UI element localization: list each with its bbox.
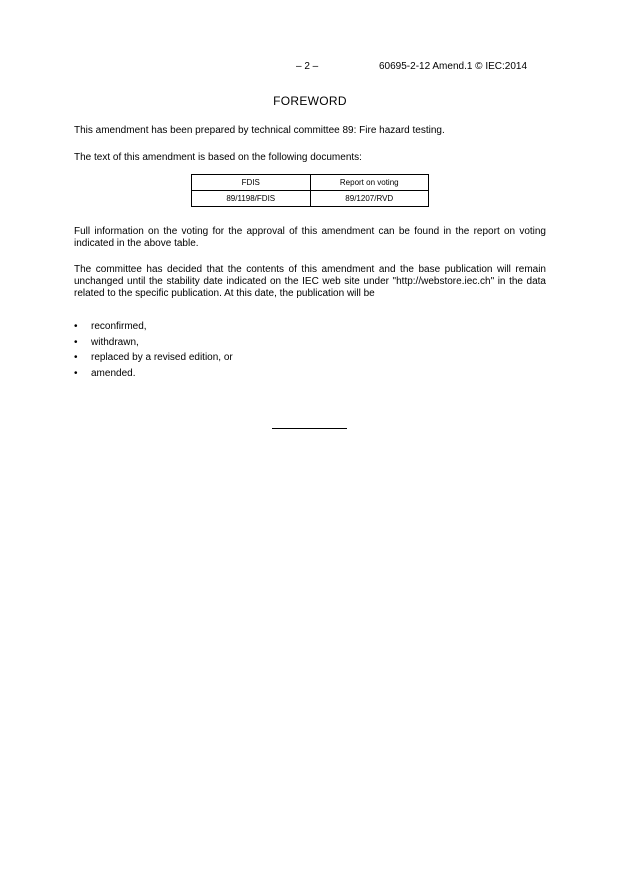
bullet-icon: • [74, 321, 78, 332]
list-item [74, 368, 233, 384]
paragraph-committee-decision: The committee has decided that the contents of this amendment and the base publication will remain unchanged until the stability date indicated on the IEC web site under "http://webstore.iec.ch" in the data related to the specific publication. At this date, the publication will be [74, 264, 546, 299]
table-header-cell: FDIS [192, 175, 311, 191]
document-reference: 60695-2-12 Amend.1 © IEC:2014 [379, 61, 528, 72]
table-cell: 89/1198/FDIS [192, 191, 311, 207]
table-row [192, 191, 429, 207]
bullet-icon: • [74, 367, 78, 379]
bullet-icon: • [74, 352, 78, 363]
list-item [74, 321, 233, 337]
list-item-text: amended. [91, 367, 136, 379]
list-item [74, 337, 233, 353]
documents-table [191, 174, 429, 207]
bullet-icon: • [74, 336, 78, 348]
table-cell: 89/1207/RVD [310, 191, 429, 207]
list-item-text: reconfirmed, [91, 321, 147, 332]
page-number: – 2 – [296, 61, 319, 72]
table-header-cell: Report on voting [310, 175, 429, 191]
table-header-row [192, 175, 429, 191]
list-item [74, 352, 233, 368]
list-item-text: withdrawn, [91, 336, 139, 348]
list-item-text: replaced by a revised edition, or [91, 352, 233, 363]
page-header [0, 61, 620, 75]
paragraph-prepared-by: This amendment has been prepared by technical committee 89: Fire hazard testing. [74, 125, 445, 136]
end-rule [272, 428, 347, 429]
paragraph-voting-info: Full information on the voting for the approval of this amendment can be found in the report on voting indicated in the above table. [74, 226, 546, 249]
paragraph-based-on: The text of this amendment is based on the following documents: [74, 152, 362, 163]
page-title: FOREWORD [273, 94, 347, 108]
bullet-list [74, 321, 233, 383]
